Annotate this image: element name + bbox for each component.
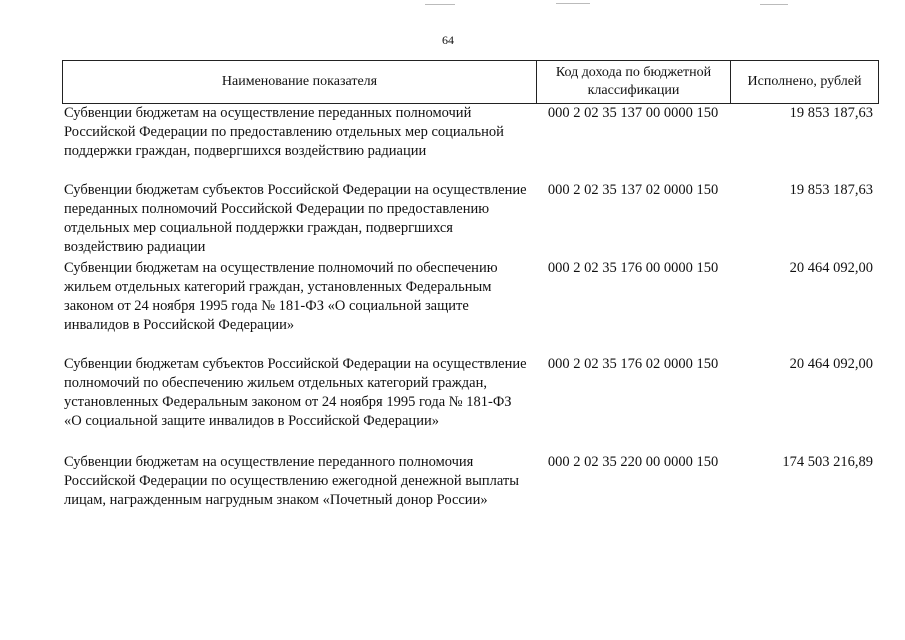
row-name: Субвенции бюджетам субъектов Российской Федерации на осуществление полномочий по обеспечению жильем отдельных категорий граждан, установленных Федеральным законом от 24 ноября 1995 года № 181-ФЗ «О социальной защите инвалидов в Российской Федерации» <box>64 356 527 429</box>
row-executed: 174 503 216,89 <box>782 454 873 470</box>
row-name: Субвенции бюджетам на осуществление полномочий по обеспечению жильем отдельных категорий граждан, установленных Федеральным законом от 24 ноября 1995 года № 181-ФЗ «О социальной защите инвалидов в Российской Федерации» <box>64 260 498 333</box>
page-number: 64 <box>442 33 454 47</box>
row-name: Субвенции бюджетам субъектов Российской Федерации на осуществление переданных полномочий Российской Федерации по предоставлению отдельных мер социальной поддержки граждан, подвергшихся воздействию радиации <box>64 182 527 255</box>
row-code: 000 2 02 35 176 00 0000 150 <box>547 260 719 276</box>
row-code: 000 2 02 35 137 02 0000 150 <box>547 182 719 198</box>
table-row <box>62 181 879 259</box>
table-row <box>62 104 879 181</box>
scan-artifact <box>425 4 455 5</box>
row-executed: 19 853 187,63 <box>789 105 873 121</box>
table-header <box>62 60 879 104</box>
table-row <box>62 259 879 355</box>
row-name: Субвенции бюджетам на осуществление переданного полномочия Российской Федерации по осуществлению ежегодной денежной выплаты лицам, награжденным нагрудным знаком «Почетный донор России» <box>64 454 520 508</box>
scan-artifact <box>556 3 590 4</box>
header-executed: Исполнено, рублей <box>747 74 862 89</box>
table-row <box>62 453 879 533</box>
header-code: Код дохода по бюджетной классификации <box>537 61 731 103</box>
header-name: Наименование показателя <box>63 61 537 103</box>
row-name: Субвенции бюджетам на осуществление переданных полномочий Российской Федерации по предоставлению отдельных мер социальной поддержки граждан, подвергшихся воздействию радиации <box>64 105 504 159</box>
row-code: 000 2 02 35 176 02 0000 150 <box>547 356 719 372</box>
row-executed: 19 853 187,63 <box>789 182 873 198</box>
budget-table <box>62 60 879 533</box>
row-code: 000 2 02 35 137 00 0000 150 <box>547 105 719 121</box>
row-code: 000 2 02 35 220 00 0000 150 <box>547 454 719 470</box>
row-executed: 20 464 092,00 <box>789 356 873 372</box>
scan-artifact <box>760 4 788 5</box>
row-executed: 20 464 092,00 <box>789 260 873 276</box>
table-row <box>62 355 879 453</box>
